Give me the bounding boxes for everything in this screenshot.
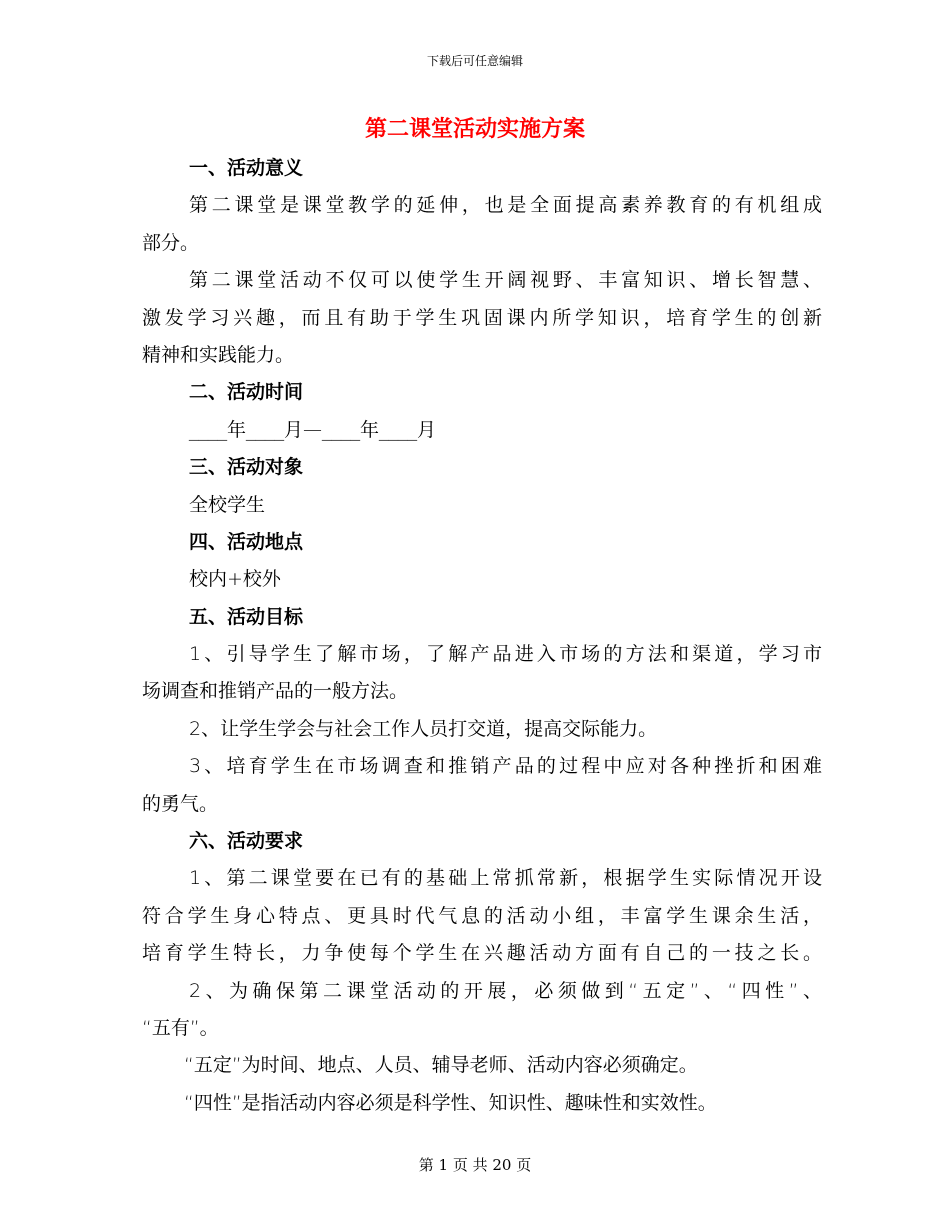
section-heading-goals: 五、活动目标 [189,605,304,628]
section-heading-place: 四、活动地点 [189,530,304,553]
paragraph-line: 3、培育学生在市场调查和推销产品的过程中应对各种挫折和困难 [189,755,822,778]
paragraph-line: 的勇气。 [142,792,219,815]
section-heading-significance: 一、活动意义 [189,157,304,179]
paragraph-line: 第二课堂活动不仅可以使学生开阔视野、丰富知识、增长智慧、 [189,269,822,292]
activity-target: 全校学生 [189,493,266,516]
section-heading-time: 二、活动时间 [189,381,304,404]
paragraph-line: “五有”。 [142,1016,219,1039]
document-body [142,150,822,1122]
paragraph-line: 场调查和推销产品的一般方法。 [142,680,409,703]
activity-time-blank: ____年____月—____年____月 [189,418,437,441]
document-title: 第二课堂活动实施方案 [364,117,585,142]
paragraph-line: 1、引导学生了解市场，了解产品进入市场的方法和渠道，学习市 [189,643,822,666]
section-heading-target: 三、活动对象 [189,456,304,479]
header-note: 下载后可任意编辑 [426,54,523,68]
paragraph-line: 符合学生身心特点、更具时代气息的活动小组，丰富学生课余生活， [142,904,822,927]
paragraph-line: 2、为确保第二课堂活动的开展，必须做到“五定”、“四性”、 [189,979,822,1002]
paragraph-line: 培育学生特长，力争使每个学生在兴趣活动方面有自己的一技之长。 [142,942,822,965]
page-number-footer: 第 1 页 共 20 页 [418,1156,532,1174]
paragraph-line: 精神和实践能力。 [142,343,295,366]
paragraph-line: “五定”为时间、地点、人员、辅导老师、活动内容必须确定。 [184,1054,698,1077]
paragraph-line: 1、第二课堂要在已有的基础上常抓常新，根据学生实际情况开设 [189,867,822,890]
paragraph-line: 激发学习兴趣，而且有助于学生巩固课内所学知识，培育学生的创新 [142,306,822,329]
paragraph-line: “四性”是指活动内容必须是科学性、知识性、趣味性和实效性。 [184,1091,717,1114]
activity-place: 校内+校外 [189,568,281,591]
paragraph-line: 部分。 [142,231,200,254]
section-heading-requirements: 六、活动要求 [189,830,304,853]
paragraph-line: 2、让学生学会与社会工作人员打交道，提高交际能力。 [189,717,658,740]
paragraph-line: 第二课堂是课堂教学的延伸，也是全面提高素养教育的有机组成 [189,194,822,217]
